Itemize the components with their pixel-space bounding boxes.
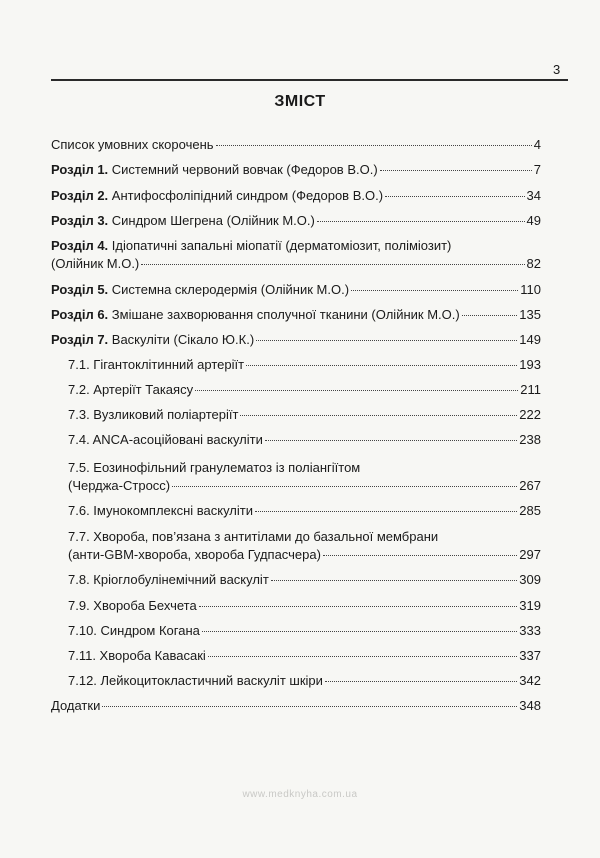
toc-entry-title: Ідіопатичні запальні міопатії (дерматоміозит, поліміозит) bbox=[111, 238, 452, 253]
toc-entry bbox=[51, 136, 541, 154]
toc-entry-title: Синдром Шегрена (Олійник М.О.) bbox=[111, 213, 315, 228]
toc-subentry bbox=[51, 647, 541, 665]
leader-dots bbox=[199, 606, 518, 607]
leader-dots bbox=[351, 290, 518, 291]
toc-entry-page: 135 bbox=[519, 307, 541, 322]
leader-dots bbox=[255, 511, 517, 512]
toc-entry-title: Змішане захворювання сполучної тканини (Олійник М.О.) bbox=[111, 307, 460, 322]
toc-entry bbox=[51, 697, 541, 715]
toc-entry-section: Розділ 5. bbox=[51, 282, 109, 297]
toc-entry-title: 7.11. Хвороба Кавасакі bbox=[68, 648, 206, 663]
toc-entry-title: 7.4. ANCA-асоційовані васкуліти bbox=[68, 432, 263, 447]
leader-dots bbox=[271, 580, 518, 581]
toc-entry-title: Список умовних скорочень bbox=[51, 137, 214, 152]
toc-entry-section: Розділ 2. bbox=[51, 188, 109, 203]
toc-entry-title: 7.10. Синдром Когана bbox=[68, 623, 200, 638]
leader-dots bbox=[102, 706, 517, 707]
toc-entry bbox=[51, 331, 541, 349]
leader-dots bbox=[141, 264, 524, 265]
toc-entry-title: Додатки bbox=[51, 698, 101, 713]
toc-entry-page: 49 bbox=[526, 213, 541, 228]
toc-entry-page: 82 bbox=[526, 256, 541, 271]
toc-entry-title: 7.2. Артеріїт Такаясу bbox=[68, 382, 194, 397]
toc-entry-page: 285 bbox=[519, 503, 541, 518]
page-number: 3 bbox=[553, 62, 561, 77]
toc-entry-title: 7.6. Імунокомплексні васкуліти bbox=[68, 503, 253, 518]
toc-entry-page: 309 bbox=[519, 572, 541, 587]
toc-entry-title-cont: (Олійник М.О.) bbox=[51, 256, 140, 271]
leader-dots bbox=[195, 390, 518, 391]
leader-dots bbox=[208, 656, 518, 657]
leader-dots bbox=[246, 365, 517, 366]
toc-entry-title: 7.12. Лейкоцитокластичний васкуліт шкіри bbox=[68, 673, 323, 688]
leader-dots bbox=[462, 315, 518, 316]
toc-entry-page: 7 bbox=[533, 162, 541, 177]
toc-entry-page: 193 bbox=[519, 357, 541, 372]
toc-entry-page: 4 bbox=[533, 137, 541, 152]
toc-entry-page: 319 bbox=[519, 598, 541, 613]
toc-entry-page: 337 bbox=[519, 648, 541, 663]
leader-dots bbox=[325, 681, 517, 682]
toc-entry-page: 342 bbox=[519, 673, 541, 688]
toc-entry-section: Розділ 1. bbox=[51, 162, 109, 177]
toc-entry bbox=[51, 237, 541, 273]
toc-entry bbox=[51, 187, 541, 205]
toc-entry-section: Розділ 3. bbox=[51, 213, 109, 228]
toc-entry-title: 7.7. Хвороба, пов’язана з антитілами до базальної мембрани bbox=[68, 529, 439, 544]
toc-entry-title: 7.9. Хвороба Бехчета bbox=[68, 598, 197, 613]
toc-subentry bbox=[51, 406, 541, 424]
leader-dots bbox=[265, 440, 517, 441]
toc-entry-title-cont: (Черджа-Стросс) bbox=[68, 478, 171, 493]
toc-entry-page: 34 bbox=[526, 188, 541, 203]
leader-dots bbox=[216, 145, 532, 146]
leader-dots bbox=[240, 415, 517, 416]
toc-entry-title-cont: (анти-GBM-хвороба, хвороба Гудпасчера) bbox=[68, 547, 321, 562]
toc-entry-title: Системна склеродермія (Олійник М.О.) bbox=[111, 282, 350, 297]
toc-entry-page: 267 bbox=[519, 478, 541, 493]
toc-subentry bbox=[51, 597, 541, 615]
toc-subentry bbox=[51, 528, 541, 564]
toc-entry bbox=[51, 212, 541, 230]
toc-entry-page: 348 bbox=[519, 698, 541, 713]
toc-entry-page: 149 bbox=[519, 332, 541, 347]
leader-dots bbox=[256, 340, 517, 341]
toc-title: ЗМІСТ bbox=[274, 93, 326, 110]
leader-dots bbox=[172, 486, 517, 487]
leader-dots bbox=[317, 221, 525, 222]
toc-entry-page: 211 bbox=[520, 382, 541, 397]
toc-entry-title: 7.5. Еозинофільний гранулематоз із поліангіїтом bbox=[68, 460, 361, 475]
toc-entry-page: 333 bbox=[519, 623, 541, 638]
toc-subentry bbox=[51, 502, 541, 520]
toc-subentry bbox=[51, 381, 541, 399]
header-rule bbox=[51, 79, 568, 81]
toc-subentry bbox=[51, 431, 541, 449]
toc-entry-section: Розділ 4. bbox=[51, 238, 109, 253]
toc-subentry bbox=[51, 571, 541, 589]
toc-subentry bbox=[51, 672, 541, 690]
toc-entry bbox=[51, 306, 541, 324]
toc-entry-page: 222 bbox=[519, 407, 541, 422]
toc-entry-section: Розділ 7. bbox=[51, 332, 109, 347]
toc-entry-page: 238 bbox=[519, 432, 541, 447]
leader-dots bbox=[323, 555, 517, 556]
toc-entry-title: 7.3. Вузликовий поліартеріїт bbox=[68, 407, 239, 422]
toc-entry bbox=[51, 281, 541, 299]
toc-subentry bbox=[51, 459, 541, 495]
toc-entry-page: 297 bbox=[519, 547, 541, 562]
leader-dots bbox=[202, 631, 517, 632]
watermark: www.medknyha.com.ua bbox=[242, 789, 358, 800]
toc-entry-title: Антифосфоліпідний синдром (Федоров В.О.) bbox=[111, 188, 384, 203]
toc-entry-title: 7.1. Гігантоклітинний артеріїт bbox=[68, 357, 245, 372]
toc-entry-section: Розділ 6. bbox=[51, 307, 109, 322]
toc-subentry bbox=[51, 622, 541, 640]
toc-entry-title: 7.8. Кріоглобулінемічний васкуліт bbox=[68, 572, 269, 587]
toc-entry-title: Системний червоний вовчак (Федоров В.О.) bbox=[111, 162, 378, 177]
toc-entry-title: Васкуліти (Сікало Ю.К.) bbox=[111, 332, 255, 347]
toc-entry-page: 110 bbox=[520, 282, 541, 297]
toc-entry bbox=[51, 161, 541, 179]
leader-dots bbox=[380, 170, 532, 171]
toc-subentry bbox=[51, 356, 541, 374]
leader-dots bbox=[385, 196, 524, 197]
